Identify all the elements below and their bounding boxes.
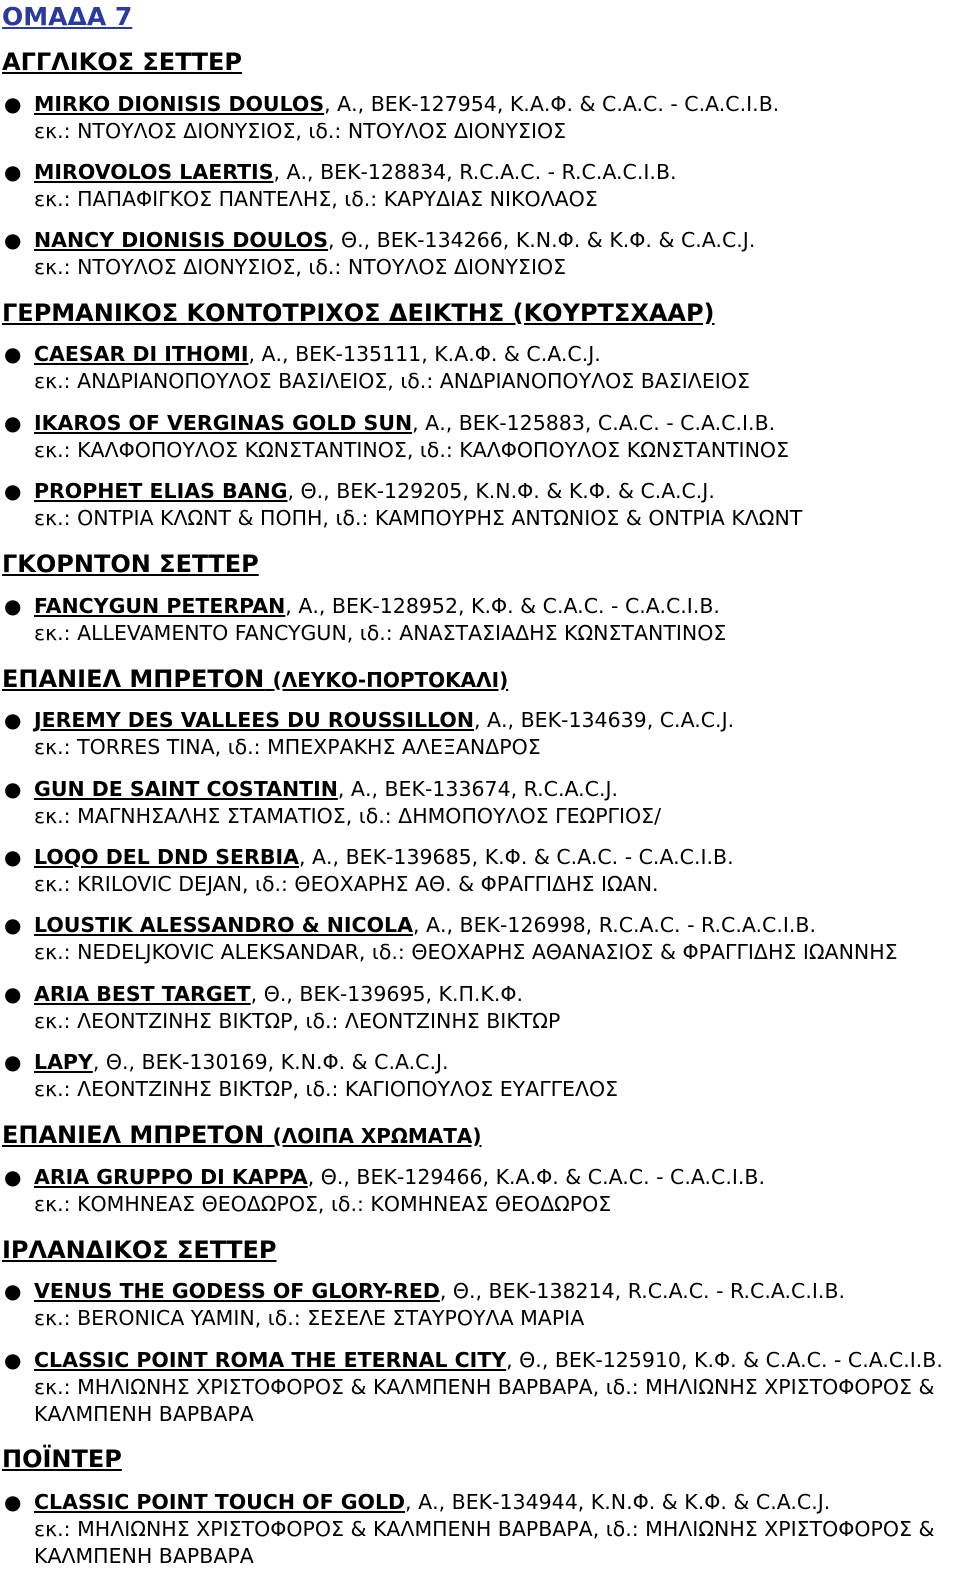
dog-name: VENUS THE GODESS OF GLORY-RED: [34, 1279, 440, 1303]
breed-heading: [2, 1443, 122, 1475]
breed-name: ΓΚΟΡΝΤΟΝ ΣΕΤΤΕΡ: [2, 550, 259, 578]
dog-name: IKAROS OF VERGINAS GOLD SUN: [34, 411, 413, 435]
breeder-owner-line: εκ.: ΜΗΛΙΩΝΗΣ ΧΡΙΣΤΟΦΟΡΟΣ & ΚΑΛΜΠΕΝΗ ΒΑΡΒΑΡΑ, ιδ.: ΜΗΛΙΩΝΗΣ ΧΡΙΣΤΟΦΟΡΟΣ & ΚΑΛΜΠΕΝΗ ΒΑΡΒΑΡΑ: [34, 1517, 935, 1568]
entry-text: [34, 593, 958, 647]
dog-name: NANCY DIONISIS DOULOS: [34, 228, 328, 252]
bullet-icon: ●: [4, 479, 22, 503]
dog-details: , Θ., ΒΕΚ-130169, Κ.Ν.Φ. & C.A.C.J.: [92, 1050, 449, 1074]
breeder-owner-line: εκ.: ΜΑΓΝΗΣΑΛΗΣ ΣΤΑΜΑΤΙΟΣ, ιδ.: ΔΗΜΟΠΟΥΛΟΣ ΓΕΩΡΓΙΟΣ/: [34, 804, 662, 828]
dog-details: , Θ., ΒΕΚ-138214, R.C.A.C. - R.C.A.C.I.B.: [439, 1279, 846, 1303]
dog-name: MIROVOLOS LAERTIS: [34, 160, 274, 184]
breed-heading: [2, 1119, 482, 1152]
entry-text: [34, 981, 958, 1035]
bullet-icon: ●: [4, 777, 22, 801]
breed-name: ΑΓΓΛΙΚΟΣ ΣΕΤΤΕΡ: [2, 48, 242, 76]
entry-text: [34, 776, 958, 830]
breeder-owner-line: εκ.: KRILOVIC DEJAN, ιδ.: ΘΕΟΧΑΡΗΣ ΑΘ. & ΦΡΑΓΓΙΔΗΣ ΙΩΑΝ.: [34, 872, 659, 896]
breeder-owner-line: εκ.: ΑΝΔΡΙΑΝΟΠΟΥΛΟΣ ΒΑΣΙΛΕΙΟΣ, ιδ.: ΑΝΔΡΙΑΝΟΠΟΥΛΟΣ ΒΑΣΙΛΕΙΟΣ: [34, 369, 750, 393]
breed-color-qualifier: (ΛΟΙΠΑ ΧΡΩΜΑΤΑ): [272, 1124, 482, 1148]
entry-title-line: [34, 478, 958, 505]
dog-details: , Θ., ΒΕΚ-129205, Κ.Ν.Φ. & Κ.Φ. & C.A.C.J.: [287, 479, 715, 503]
dog-details: , Α., ΒΕΚ-125883, C.A.C. - C.A.C.I.B.: [412, 411, 776, 435]
breed-heading: [2, 548, 259, 580]
entry-text: [34, 227, 958, 281]
dog-details: , Α., ΒΕΚ-135111, Κ.Α.Φ. & C.A.C.J.: [248, 342, 601, 366]
entry-title-line: [34, 981, 958, 1008]
dog-name: ARIA GRUPPO DI KAPPA: [34, 1165, 308, 1189]
entry-title-line: [34, 1278, 958, 1305]
breed-name: ΠΟΪΝΤΕΡ: [2, 1445, 122, 1473]
dog-details: , Α., ΒΕΚ-134639, C.A.C.J.: [473, 708, 735, 732]
bullet-icon: ●: [4, 708, 22, 732]
bullet-icon: ●: [4, 411, 22, 435]
bullet-icon: ●: [4, 913, 22, 937]
entry-title-line: [34, 1489, 958, 1516]
entry-text: [34, 91, 958, 145]
dog-name: LAPY: [34, 1050, 93, 1074]
breeder-owner-line: εκ.: ΜΗΛΙΩΝΗΣ ΧΡΙΣΤΟΦΟΡΟΣ & ΚΑΛΜΠΕΝΗ ΒΑΡΒΑΡΑ, ιδ.: ΜΗΛΙΩΝΗΣ ΧΡΙΣΤΟΦΟΡΟΣ & ΚΑΛΜΠΕΝΗ ΒΑΡΒΑΡΑ: [34, 1375, 935, 1426]
entry-title-line: [34, 341, 958, 368]
entry-title-line: [34, 91, 958, 118]
dog-details: , Α., ΒΕΚ-134944, Κ.Ν.Φ. & Κ.Φ. & C.A.C.J.: [405, 1490, 831, 1514]
entry-title-line: [34, 776, 958, 803]
dog-details: , Θ., ΒΕΚ-129466, Κ.Α.Φ. & C.A.C. - C.A.C.I.B.: [307, 1165, 766, 1189]
bullet-icon: ●: [4, 594, 22, 618]
group-title: ΟΜΑΔΑ 7: [2, 2, 133, 31]
entry-title-line: [34, 912, 958, 939]
breeder-owner-line: εκ.: ΝΤΟΥΛΟΣ ΔΙΟΝΥΣΙΟΣ, ιδ.: ΝΤΟΥΛΟΣ ΔΙΟΝΥΣΙΟΣ: [34, 255, 567, 279]
dog-details: , Θ., ΒΕΚ-139695, Κ.Π.Κ.Φ.: [250, 982, 524, 1006]
bullet-icon: ●: [4, 1490, 22, 1514]
dog-name: LOUSTIK ALESSANDRO & NICOLA: [34, 913, 413, 937]
bullet-icon: ●: [4, 228, 22, 252]
entry-title-line: [34, 844, 958, 871]
dog-name: MIRKO DIONISIS DOULOS: [34, 92, 325, 116]
entry-text: [34, 1347, 958, 1428]
breed-heading: [2, 663, 508, 696]
dog-details: , Α., ΒΕΚ-126998, R.C.A.C. - R.C.A.C.I.B.: [412, 913, 817, 937]
breeder-owner-line: εκ.: ΠΑΠΑΦΙΓΚΟΣ ΠΑΝΤΕΛΗΣ, ιδ.: ΚΑΡΥΔΙΑΣ ΝΙΚΟΛΑΟΣ: [34, 187, 598, 211]
dog-name: CLASSIC POINT TOUCH OF GOLD: [34, 1490, 406, 1514]
breed-name: ΓΕΡΜΑΝΙΚΟΣ ΚΟΝΤΟΤΡΙΧΟΣ ΔΕΙΚΤΗΣ (ΚΟΥΡΤΣΧΑΑΡ): [2, 299, 715, 327]
bullet-icon: ●: [4, 160, 22, 184]
breeder-owner-line: εκ.: NEDELJKOVIC ALEKSANDAR, ιδ.: ΘΕΟΧΑΡΗΣ ΑΘΑΝΑΣΙΟΣ & ΦΡΑΓΓΙΔΗΣ ΙΩΑΝΝΗΣ: [34, 940, 898, 964]
breeder-owner-line: εκ.: ΝΤΟΥΛΟΣ ΔΙΟΝΥΣΙΟΣ, ιδ.: ΝΤΟΥΛΟΣ ΔΙΟΝΥΣΙΟΣ: [34, 119, 567, 143]
entry-title-line: [34, 159, 958, 186]
bullet-icon: ●: [4, 982, 22, 1006]
entry-text: [34, 1049, 958, 1103]
dog-name: CLASSIC POINT ROMA THE ETERNAL CITY: [34, 1348, 507, 1372]
bullet-icon: ●: [4, 1050, 22, 1074]
breeder-owner-line: εκ.: ΛΕΟΝΤΖΙΝΗΣ ΒΙΚΤΩΡ, ιδ.: ΚΑΓΙΟΠΟΥΛΟΣ ΕΥΑΓΓΕΛΟΣ: [34, 1077, 619, 1101]
dog-details: , Α., ΒΕΚ-128834, R.C.A.C. - R.C.A.C.I.B.: [273, 160, 677, 184]
entry-text: [34, 707, 958, 761]
entry-title-line: [34, 410, 958, 437]
breed-heading: [2, 46, 242, 78]
breed-name: ΕΠΑΝΙΕΛ ΜΠΡΕΤΟΝ: [2, 1121, 265, 1149]
dog-name: CAESAR DI ITHOMI: [34, 342, 249, 366]
dog-name: PROPHET ELIAS BANG: [34, 479, 288, 503]
entry-title-line: [34, 1049, 958, 1076]
breed-color-qualifier: (ΛΕΥΚΟ-ΠΟΡΤΟΚΑΛΙ): [272, 668, 509, 692]
dog-details: , Α., ΒΕΚ-139685, Κ.Φ. & C.A.C. - C.A.C.I.B.: [298, 845, 734, 869]
breed-heading: [2, 1234, 277, 1266]
dog-name: JEREMY DES VALLEES DU ROUSSILLON: [34, 708, 474, 732]
dog-name: LOQO DEL DND SERBIA: [34, 845, 299, 869]
dog-details: , Α., ΒΕΚ-128952, Κ.Φ. & C.A.C. - C.A.C.I.B.: [285, 594, 720, 618]
dog-name: ARIA BEST TARGET: [34, 982, 251, 1006]
breeder-owner-line: εκ.: ΛΕΟΝΤΖΙΝΗΣ ΒΙΚΤΩΡ, ιδ.: ΛΕΟΝΤΖΙΝΗΣ ΒΙΚΤΩΡ: [34, 1009, 561, 1033]
entry-text: [34, 1278, 958, 1332]
dog-details: , Θ., ΒΕΚ-134266, Κ.Ν.Φ. & Κ.Φ. & C.A.C.J.: [327, 228, 756, 252]
bullet-icon: ●: [4, 342, 22, 366]
breeder-owner-line: εκ.: BERONICA YAMIN, ιδ.: ΣΕΣΕΛΕ ΣΤΑΥΡΟΥΛΑ ΜΑΡΙΑ: [34, 1306, 585, 1330]
dog-name: GUN DE SAINT COSTANTIN: [34, 777, 338, 801]
entry-text: [34, 912, 958, 966]
bullet-icon: ●: [4, 845, 22, 869]
breeder-owner-line: εκ.: TORRES TINA, ιδ.: ΜΠΕΧΡΑΚΗΣ ΑΛΕΞΑΝΔΡΟΣ: [34, 735, 541, 759]
entry-text: [34, 410, 958, 464]
breeder-owner-line: εκ.: ΟΝΤΡΙΑ ΚΛΩΝΤ & ΠΟΠΗ, ιδ.: ΚΑΜΠΟΥΡΗΣ ΑΝΤΩΝΙΟΣ & ΟΝΤΡΙΑ ΚΛΩΝΤ: [34, 506, 803, 530]
entry-text: [34, 844, 958, 898]
entry-text: [34, 478, 958, 532]
breed-name: ΕΠΑΝΙΕΛ ΜΠΡΕΤΟΝ: [2, 665, 265, 693]
breeder-owner-line: εκ.: ΚΑΛΦΟΠΟΥΛΟΣ ΚΩΝΣΤΑΝΤΙΝΟΣ, ιδ.: ΚΑΛΦΟΠΟΥΛΟΣ ΚΩΝΣΤΑΝΤΙΝΟΣ: [34, 438, 790, 462]
entry-text: [34, 1164, 958, 1218]
dog-details: , Α., ΒΕΚ-133674, R.C.A.C.J.: [337, 777, 619, 801]
dog-details: , Α., ΒΕΚ-127954, Κ.Α.Φ. & C.A.C. - C.A.C.I.B.: [324, 92, 780, 116]
breed-name: ΙΡΛΑΝΔΙΚΟΣ ΣΕΤΤΕΡ: [2, 1236, 277, 1264]
breeder-owner-line: εκ.: ALLEVAMENTO FANCYGUN, ιδ.: ΑΝΑΣΤΑΣΙΑΔΗΣ ΚΩΝΣΤΑΝΤΙΝΟΣ: [34, 621, 727, 645]
breed-heading: [2, 297, 715, 329]
entry-title-line: [34, 1347, 958, 1374]
bullet-icon: ●: [4, 1348, 22, 1372]
entry-text: [34, 1489, 958, 1570]
entry-title-line: [34, 593, 958, 620]
entry-text: [34, 159, 958, 213]
entry-title-line: [34, 227, 958, 254]
dog-details: , Θ., ΒΕΚ-125910, Κ.Φ. & C.A.C. - C.A.C.I.B.: [506, 1348, 943, 1372]
entry-title-line: [34, 707, 958, 734]
bullet-icon: ●: [4, 92, 22, 116]
bullet-icon: ●: [4, 1279, 22, 1303]
dog-name: FANCYGUN PETERPAN: [34, 594, 286, 618]
entry-text: [34, 341, 958, 395]
bullet-icon: ●: [4, 1165, 22, 1189]
entry-title-line: [34, 1164, 958, 1191]
breeder-owner-line: εκ.: ΚΟΜΗΝΕΑΣ ΘΕΟΔΩΡΟΣ, ιδ.: ΚΟΜΗΝΕΑΣ ΘΕΟΔΩΡΟΣ: [34, 1192, 612, 1216]
